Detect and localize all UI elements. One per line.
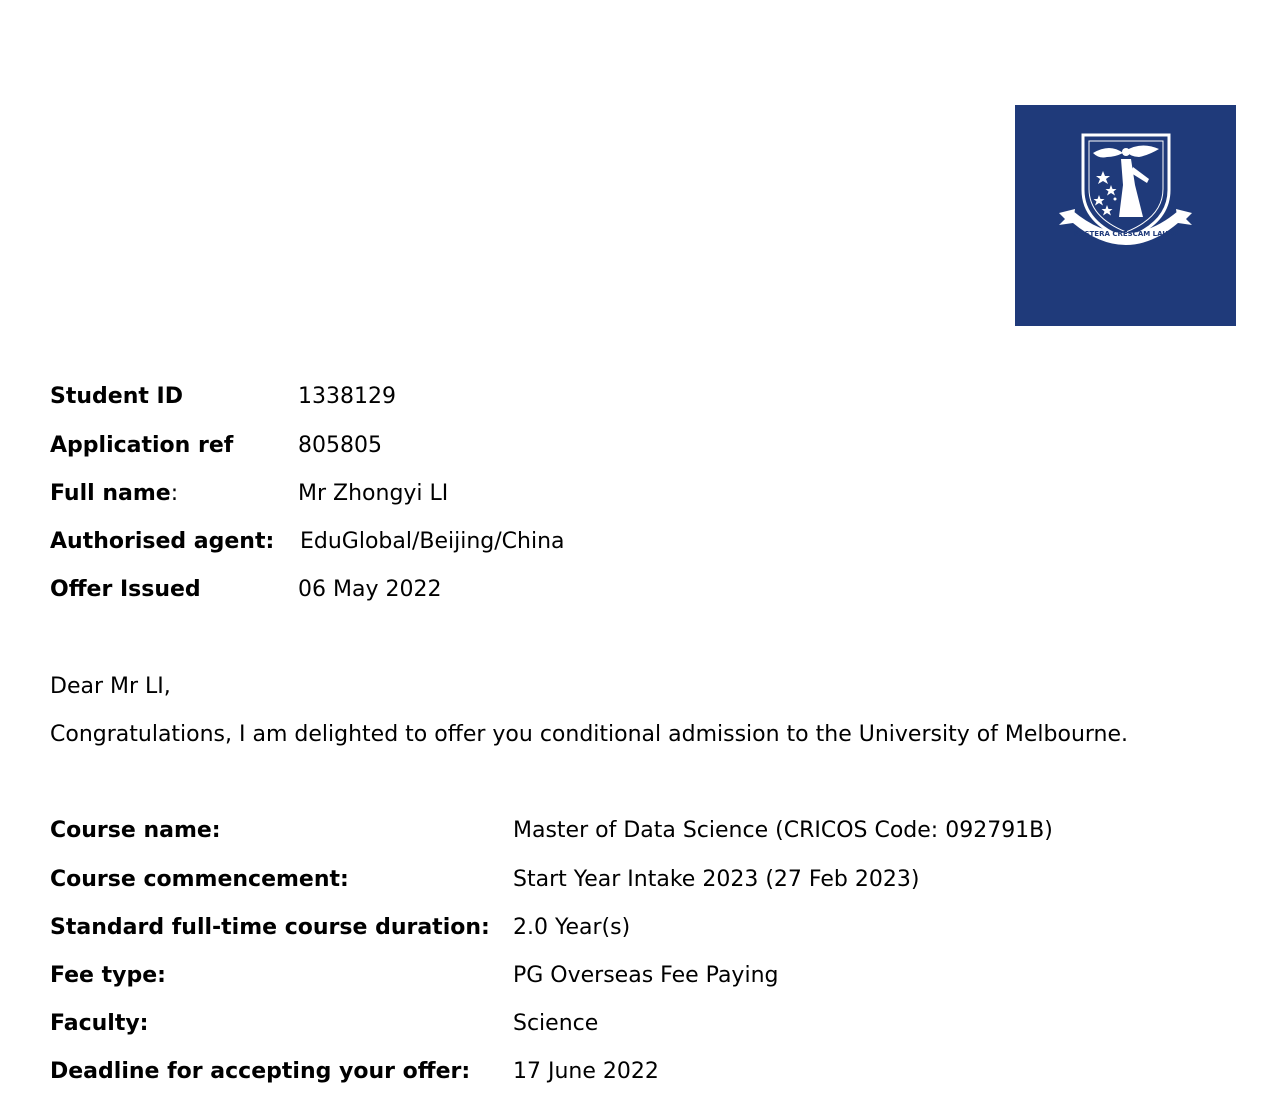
fee-type-label: Fee type:: [50, 963, 166, 988]
logo-name-line1: THE UNIVERSITY OF: [1033, 351, 1218, 370]
course-commencement-value: Start Year Intake 2023 (27 Feb 2023): [513, 867, 920, 892]
full-name-label-colon: :: [170, 481, 179, 506]
course-commencement-label: Course commencement:: [50, 867, 349, 892]
faculty-label: Faculty:: [50, 1011, 149, 1036]
deadline-value: 17 June 2022: [513, 1059, 659, 1084]
salutation: Dear Mr LI,: [50, 674, 171, 699]
full-name-label-text: Full name: [50, 481, 171, 506]
course-duration-label: Standard full-time course duration:: [50, 915, 490, 940]
full-name-value: Mr Zhongyi LI: [298, 481, 449, 506]
course-name-label: Course name:: [50, 818, 221, 843]
course-name-value: Master of Data Science (CRICOS Code: 092791B): [513, 818, 1053, 843]
course-duration-value: 2.0 Year(s): [513, 915, 631, 940]
authorised-agent-label: Authorised agent:: [50, 529, 275, 554]
faculty-value: Science: [513, 1011, 599, 1036]
university-crest-icon: [1015, 105, 1236, 326]
authorised-agent-value: EduGlobal/Beijing/China: [300, 529, 565, 554]
offer-issued-label: Offer Issued: [50, 577, 201, 602]
offer-issued-value: 06 May 2022: [298, 577, 442, 602]
deadline-label: Deadline for accepting your offer:: [50, 1059, 471, 1084]
university-logo: [1015, 105, 1236, 407]
congratulations-text: Congratulations, I am delighted to offer you conditional admission to the University of Melbourne.: [50, 722, 1129, 747]
application-ref-label: Application ref: [50, 433, 234, 458]
student-id-label: Student ID: [50, 384, 183, 409]
fee-type-value: PG Overseas Fee Paying: [513, 963, 779, 988]
logo-divider: [1041, 377, 1210, 378]
full-name-label: [50, 479, 178, 509]
logo-name-line2: MELBOURNE: [1044, 382, 1207, 407]
application-ref-value: 805805: [298, 433, 382, 458]
student-id-value: 1338129: [298, 384, 396, 409]
motto-text: POSTERA CRESCAM LAUDE: [1073, 230, 1179, 238]
